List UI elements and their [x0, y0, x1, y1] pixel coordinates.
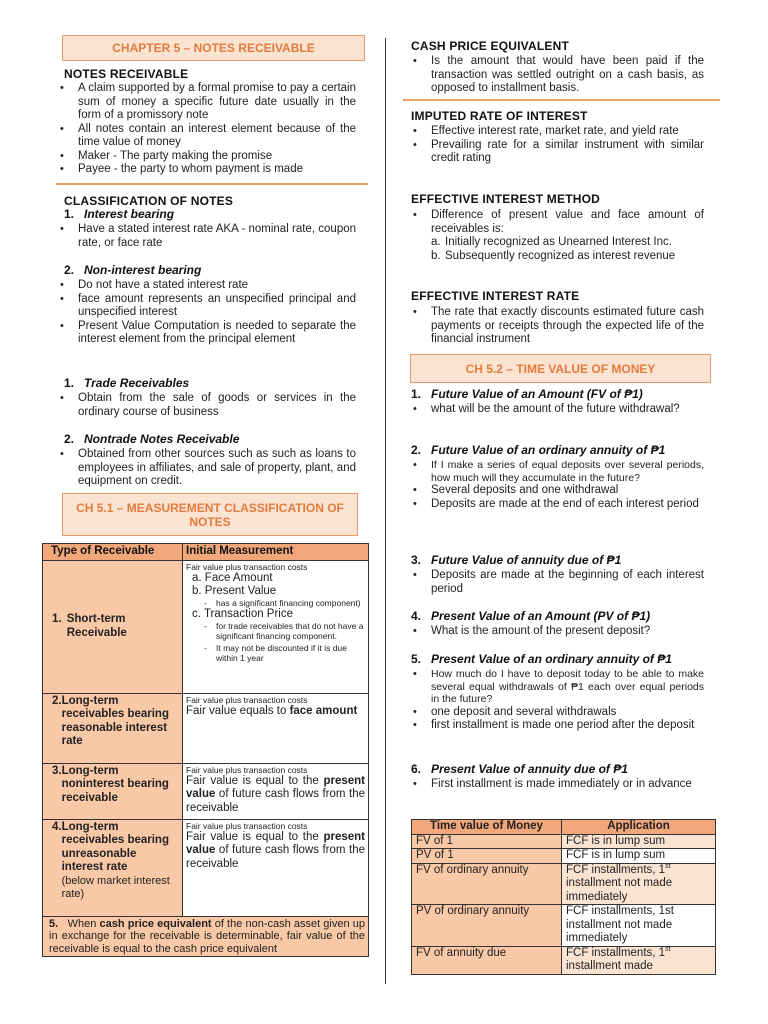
tvm-item-list: [409, 778, 704, 792]
table-cell: FCF is in lump sum: [562, 849, 716, 864]
interest-bearing-title: 1. Interest bearing: [64, 207, 175, 221]
table-header: Initial Measurement: [183, 544, 369, 561]
interest-bearing-list: [56, 223, 356, 250]
row-label: 2. Long-term receivables bearing reasonable interest rate: [43, 693, 183, 763]
trade-receivables-list: [56, 392, 356, 419]
cash-price-heading: CASH PRICE EQUIVALENT: [411, 39, 569, 53]
tvm-item-title: 5. Present Value of an ordinary annuity of ₱1: [411, 652, 672, 666]
list-item: • Have a stated interest rate AKA - nominal rate, coupon rate, or face rate: [56, 223, 356, 250]
list-item: • Maker - The party making the promise: [56, 150, 356, 164]
list-item: • what will be the amount of the future withdrawal?: [409, 403, 704, 417]
tvm-item-list: [409, 569, 704, 596]
list-item: • Deposits are made at the beginning of each interest period: [409, 569, 704, 596]
list-item: • Present Value Computation is needed to separate the interest element from the principal element: [56, 320, 356, 347]
eim-heading: EFFECTIVE INTEREST METHOD: [411, 192, 601, 206]
measurement-banner: CH 5.1 – MEASUREMENT CLASSIFICATION OF NOTES: [62, 493, 358, 536]
table-header-row: [43, 544, 369, 561]
nontrade-list: [56, 448, 356, 489]
imputed-heading: IMPUTED RATE OF INTEREST: [411, 109, 588, 123]
table-row: [412, 905, 716, 947]
table-row: [43, 693, 369, 763]
table-row: [412, 849, 716, 864]
notes-receivable-heading: NOTES RECEIVABLE: [64, 67, 189, 81]
section-divider: [56, 183, 368, 185]
classification-heading: CLASSIFICATION OF NOTES: [64, 194, 234, 208]
list-item: • How much do I have to deposit today to be able to make several equal withdrawals of ₱1 each over equal periods in the future?: [409, 668, 704, 706]
table-cell: FV of ordinary annuity: [412, 863, 562, 905]
list-item: • Obtained from other sources such as such as loans to employees in affiliates, and sale of property, plant, and equipment on credit.: [56, 448, 356, 489]
table-cell: FCF installments, 1st installment not made immediately: [562, 905, 716, 947]
table-cell: FCF installments, 1st installment made: [562, 946, 716, 974]
tvm-item-list: [409, 459, 704, 511]
time-value-table: [411, 819, 716, 975]
table-row: [43, 560, 369, 693]
table-row: [43, 763, 369, 819]
tvm-item-list: [409, 625, 704, 639]
list-item: • The rate that exactly discounts estimated future cash payments or receipts through the expected life of the financial instrument: [409, 306, 704, 347]
row-value: Fair value plus transaction costs Fair value equals to face amount: [183, 693, 369, 763]
row-value: Fair value plus transaction costs Fair value is equal to the present value of future cash flows from the receivable: [183, 819, 369, 916]
nontrade-title: 2. Nontrade Notes Receivable: [64, 432, 240, 446]
row-label: 3. Long-term noninterest bearing receivable: [43, 763, 183, 819]
tvm-item-title: 6. Present Value of annuity due of ₱1: [411, 762, 628, 776]
list-item: a. Initially recognized as Unearned Interest Inc.: [431, 236, 672, 248]
list-item: • face amount represents an unspecified principal and unspecified interest: [56, 293, 356, 320]
tvm-item-title: 2. Future Value of an ordinary annuity of ₱1: [411, 443, 666, 457]
measurement-table: [42, 543, 369, 957]
table-cell: PV of 1: [412, 849, 562, 864]
list-item: • Do not have a stated interest rate: [56, 279, 356, 293]
list-item: • First installment is made immediately or in advance: [409, 778, 704, 792]
list-item: • Is the amount that would have been paid if the transaction was settled outright on a cash basis, as opposed to installment basis.: [409, 55, 704, 96]
list-item: • Deposits are made at the end of each interest period: [409, 498, 704, 512]
table-header: Application: [562, 820, 716, 835]
cash-price-list: [409, 55, 704, 96]
table-row: [412, 946, 716, 974]
table-row: [412, 834, 716, 849]
tvm-item-title: 3. Future Value of annuity due of ₱1: [411, 553, 622, 567]
table-cell: FV of 1: [412, 834, 562, 849]
column-divider: [385, 38, 386, 984]
section-divider: [403, 99, 720, 101]
list-item: • All notes contain an interest element because of the time value of money: [56, 123, 356, 150]
row-label: 1. Short-term Receivable: [43, 560, 183, 693]
list-item: • Effective interest rate, market rate, and yield rate: [409, 125, 704, 139]
row-label: 4. Long-term receivables bearing unreasonable interest rate (below market interest rate): [43, 819, 183, 916]
eim-list: [409, 209, 704, 263]
list-item: • If I make a series of equal deposits over several periods, how much will they accumulate in the future?: [409, 459, 704, 484]
tvm-item-title: 1. Future Value of an Amount (FV of ₱1): [411, 387, 643, 401]
list-item: b. Subsequently recognized as interest revenue: [431, 249, 676, 262]
tvm-banner: CH 5.2 – TIME VALUE OF MONEY: [410, 354, 711, 383]
non-interest-bearing-list: [56, 279, 356, 347]
eir-list: [409, 306, 704, 347]
row-value: Fair value plus transaction costs a. Face Amount b. Present Value - has a significant financing component) c. Transaction Price - for trade receivables that do not have a significant financing component. - It may not be discounted if it is due within 1 year: [183, 560, 369, 693]
tvm-item-title: 4. Present Value of an Amount (PV of ₱1): [411, 609, 651, 623]
table-header-row: [412, 820, 716, 835]
list-item: • What is the amount of the present deposit?: [409, 625, 704, 639]
trade-receivables-title: 1. Trade Receivables: [64, 376, 190, 390]
list-item: • Prevailing rate for a similar instrument with similar credit rating: [409, 139, 704, 166]
tvm-item-list: [409, 403, 704, 417]
table-cell: PV of ordinary annuity: [412, 905, 562, 947]
chapter-banner: CHAPTER 5 – NOTES RECEIVABLE: [62, 35, 365, 61]
row-note: 5. When cash price equivalent of the non-cash asset given up in exchange for the receivable is determinable, fair value of the receivable is equal to the cash price equivalent: [43, 916, 369, 957]
row-value: Fair value plus transaction costs Fair value is equal to the present value of future cash flows from the receivable: [183, 763, 369, 819]
list-item: • Difference of present value and face amount of receivables is:: [409, 209, 704, 236]
table-cell: FCF installments, 1st installment not made immediately: [562, 863, 716, 905]
tvm-item-list: [409, 668, 704, 733]
table-row: [43, 819, 369, 916]
non-interest-bearing-title: 2. Non-interest bearing: [64, 263, 202, 277]
list-item: • one deposit and several withdrawals: [409, 706, 704, 720]
list-item: • first installment is made one period after the deposit: [409, 719, 704, 733]
table-cell: FCF is in lump sum: [562, 834, 716, 849]
eir-heading: EFFECTIVE INTEREST RATE: [411, 289, 580, 303]
table-cell: FV of annuity due: [412, 946, 562, 974]
imputed-list: [409, 125, 704, 166]
list-item: • Payee - the party to whom payment is made: [56, 163, 356, 177]
notes-receivable-list: [56, 82, 356, 177]
table-row: [412, 863, 716, 905]
list-item: • A claim supported by a formal promise to pay a certain sum of money a specific future date usually in the form of a promissory note: [56, 82, 356, 123]
list-item: • Several deposits and one withdrawal: [409, 484, 704, 498]
list-item: • Obtain from the sale of goods or services in the ordinary course of business: [56, 392, 356, 419]
table-header: Type of Receivable: [43, 544, 183, 561]
table-row: [43, 916, 369, 957]
table-header: Time value of Money: [412, 820, 562, 835]
